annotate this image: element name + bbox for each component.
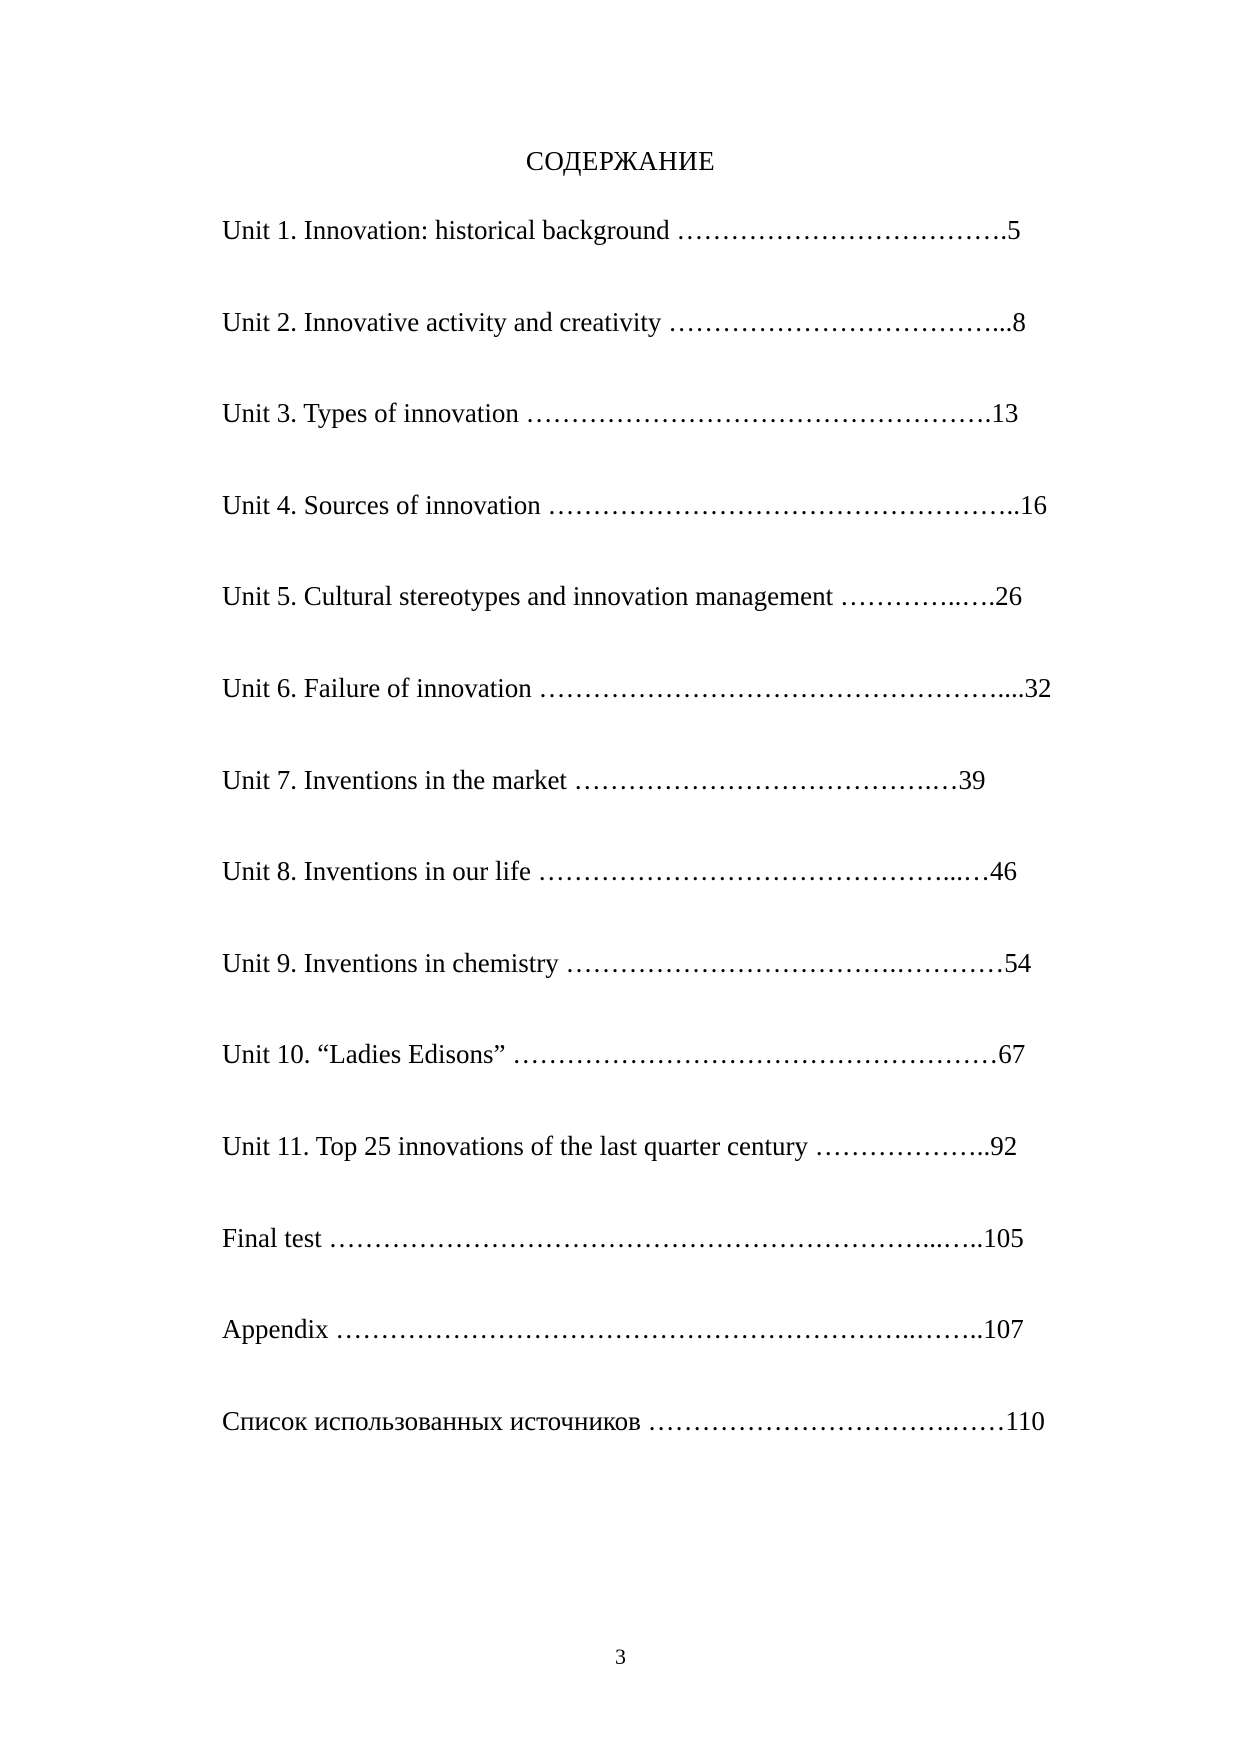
toc-entry-text: Unit 10. “Ladies Edisons” [222,1039,506,1070]
toc-entry-page: 46 [989,856,1017,887]
toc-entry-text: Unit 4. Sources of innovation [222,489,541,520]
toc-entry-page: 67 [998,1039,1026,1070]
toc-entry-leader: ………………………………………...… [530,856,990,887]
toc-entry [222,304,1088,396]
toc-entry-text: Unit 6. Failure of innovation [222,672,532,703]
toc-entry-page: 5 [1007,215,1021,245]
toc-entry-page: 13 [991,398,1019,429]
toc-entry-leader: ………………………………………………………..…….. [328,1314,984,1345]
toc-entry-page: 92 [990,1130,1018,1161]
toc-entry-text: Unit 2. Innovative activity and creativity [222,306,662,337]
toc-entry-leader: …………………………………………….. [540,489,1020,520]
toc-entry [222,1128,1088,1220]
toc-entry-page: 54 [1004,947,1032,978]
toc-entry [222,395,1088,487]
toc-entry-leader: ……………………………………………… [505,1039,999,1070]
toc-entry-leader: ………………………………….… [566,764,959,795]
toc-entry [222,853,1088,945]
toc-entry [222,945,1088,1037]
toc-entry [222,212,1088,304]
toc-entry-leader: ……………………………………………. [518,398,992,429]
toc-entry-text: Unit 11. Top 25 innovations of the last quarter century [222,1130,808,1161]
toc-entry-page: 110 [1005,1405,1045,1436]
toc-entry-text: Unit 3. Types of innovation [222,398,519,429]
toc-entry-text: Appendix [222,1314,329,1345]
toc-entry-page: 105 [983,1222,1024,1253]
toc-entry-leader: ………………………………. [669,215,1008,245]
toc-entry [222,762,1088,854]
toc-entry-text: Unit 1. Innovation: historical background [222,215,670,245]
toc-entry-leader: ……………………………….………… [558,947,1005,978]
toc-entry-page: 39 [958,764,986,795]
toc-entry-leader: ……………….. [808,1130,991,1161]
toc-entry-text: Final test [222,1222,322,1253]
toc-entry [222,1220,1088,1312]
page-number: 3 [615,1644,626,1669]
toc-entry-page: 8 [1012,306,1026,337]
toc-entry-page: 26 [995,581,1023,612]
toc-entry [222,487,1088,579]
toc-entry-page: 16 [1019,489,1047,520]
toc-entry-text: Unit 9. Inventions in chemistry [222,947,559,978]
toc-entry-leader: …………..…. [833,581,996,612]
toc-entry [222,578,1088,670]
toc-entry-page: 107 [983,1314,1024,1345]
toc-entry-leader: …………………………….…… [640,1405,1006,1436]
toc-entry-leader: …………………………………………….... [531,672,1025,703]
toc-entry-leader: ………………………………... [661,306,1013,337]
toc-entry [222,670,1088,762]
toc-list [222,212,1088,1494]
toc-entry [222,1403,1088,1495]
toc-entry-leader: …………………………………………………………...….. [321,1222,984,1253]
toc-entry-text: Unit 7. Inventions in the market [222,764,567,795]
toc-entry [222,1036,1088,1128]
toc-entry-text: Unit 5. Cultural stereotypes and innovation management [222,581,834,612]
toc-entry-text: Unit 8. Inventions in our life [222,856,531,887]
toc-entry [222,1311,1088,1403]
toc-entry-text: Список использованных источников [222,1405,641,1436]
toc-entry-page: 32 [1024,672,1052,703]
toc-heading: СОДЕРЖАНИЕ [525,146,716,176]
